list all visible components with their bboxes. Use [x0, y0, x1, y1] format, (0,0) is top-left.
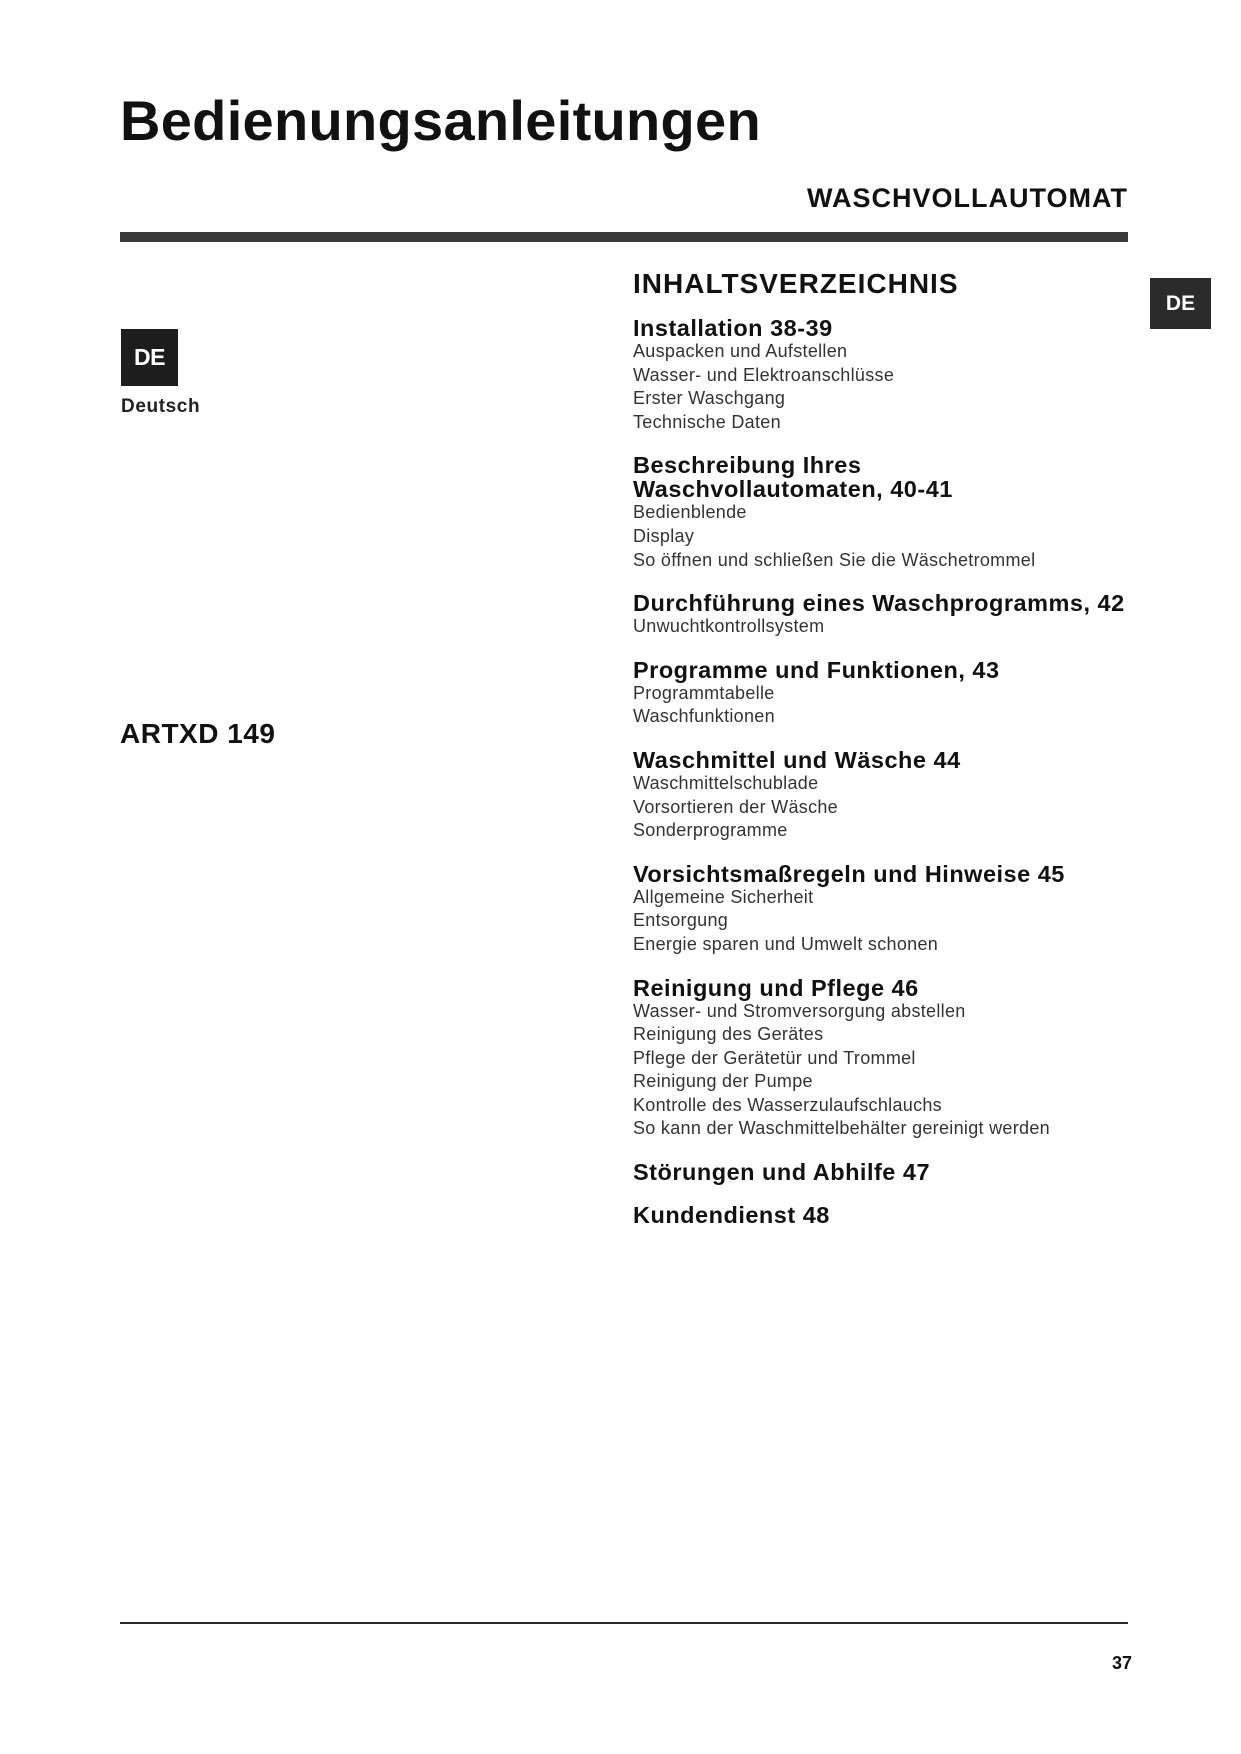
- table-of-contents: [633, 268, 1153, 1246]
- toc-item-list: [633, 682, 1153, 729]
- toc-section-heading: Beschreibung Ihres: [633, 452, 862, 479]
- toc-section-programs: [633, 658, 1153, 729]
- toc-item: Bedienblende: [633, 502, 747, 523]
- toc-item-list: [633, 501, 1153, 572]
- toc-section-description: [633, 453, 1153, 572]
- toc-item-list: [633, 886, 1153, 957]
- toc-item: Erster Waschgang: [633, 388, 786, 409]
- toc-section-cleaning: [633, 976, 1153, 1142]
- toc-item: Pflege der Gerätetür und Trommel: [633, 1047, 916, 1068]
- model-name: ARTXD 149: [120, 718, 276, 749]
- toc-item: Waschfunktionen: [633, 706, 775, 727]
- toc-item: Allgemeine Sicherheit: [633, 886, 814, 907]
- toc-item: Entsorgung: [633, 910, 729, 931]
- toc-section-heading: Kundendienst 48: [633, 1202, 830, 1229]
- footer-divider: [120, 1622, 1128, 1624]
- toc-section-heading: Vorsichtsmaßregeln und Hinweise 45: [633, 860, 1065, 887]
- toc-item: Auspacken und Aufstellen: [633, 341, 848, 361]
- toc-item: Energie sparen und Umwelt schonen: [633, 933, 939, 954]
- toc-section-detergent: [633, 748, 1153, 843]
- toc-section-service: [633, 1203, 1153, 1227]
- toc-item: Programmtabelle: [633, 682, 775, 703]
- toc-section-heading: Waschmittel und Wäsche 44: [633, 746, 961, 773]
- toc-item-list: [633, 615, 1153, 639]
- language-side-tab: DE: [1150, 278, 1211, 329]
- toc-item: Reinigung der Pumpe: [633, 1071, 813, 1092]
- toc-item-list: [633, 1000, 1153, 1142]
- toc-section-heading: Reinigung und Pflege 46: [633, 974, 919, 1001]
- language-badge: DE: [121, 329, 178, 386]
- toc-item: Wasser- und Elektroanschlüsse: [633, 364, 895, 385]
- toc-section-heading: Installation 38-39: [633, 315, 833, 341]
- page-title: Bedienungsanleitungen: [120, 89, 762, 152]
- language-label: Deutsch: [121, 396, 201, 417]
- page-number: 37: [1111, 1653, 1132, 1673]
- toc-item: Unwuchtkontrollsystem: [633, 616, 825, 637]
- toc-item: Wasser- und Stromversorgung abstellen: [633, 1000, 966, 1021]
- toc-item: Waschmittelschublade: [633, 772, 819, 793]
- toc-section-troubleshooting: [633, 1160, 1153, 1184]
- toc-item: Kontrolle des Wasserzulaufschlauchs: [633, 1094, 942, 1115]
- toc-item: Vorsortieren der Wäsche: [633, 796, 838, 817]
- toc-section-precautions: [633, 862, 1153, 957]
- toc-item: Sonderprogramme: [633, 820, 788, 841]
- toc-section-wash-program: [633, 591, 1153, 639]
- toc-title: INHALTSVERZEICHNIS: [633, 268, 959, 299]
- toc-item-list: [633, 772, 1153, 843]
- toc-section-heading: Programme und Funktionen, 43: [633, 656, 1000, 683]
- toc-item: So kann der Waschmittelbehälter gereinigt werden: [633, 1118, 1050, 1139]
- toc-item: Technische Daten: [633, 411, 781, 432]
- product-type: WASCHVOLLAUTOMAT: [807, 183, 1128, 213]
- toc-item: Reinigung des Gerätes: [633, 1024, 824, 1045]
- toc-item-list: [633, 340, 1153, 434]
- toc-section-heading-continued: Waschvollautomaten, 40-41: [633, 476, 953, 503]
- toc-section-heading: Störungen und Abhilfe 47: [633, 1159, 931, 1186]
- header-divider: [120, 232, 1128, 242]
- toc-section-heading: Durchführung eines Waschprogramms, 42: [633, 590, 1125, 617]
- toc-item: Display: [633, 525, 695, 546]
- toc-item: So öffnen und schließen Sie die Wäschetrommel: [633, 549, 1036, 570]
- toc-section-installation: [633, 316, 1153, 434]
